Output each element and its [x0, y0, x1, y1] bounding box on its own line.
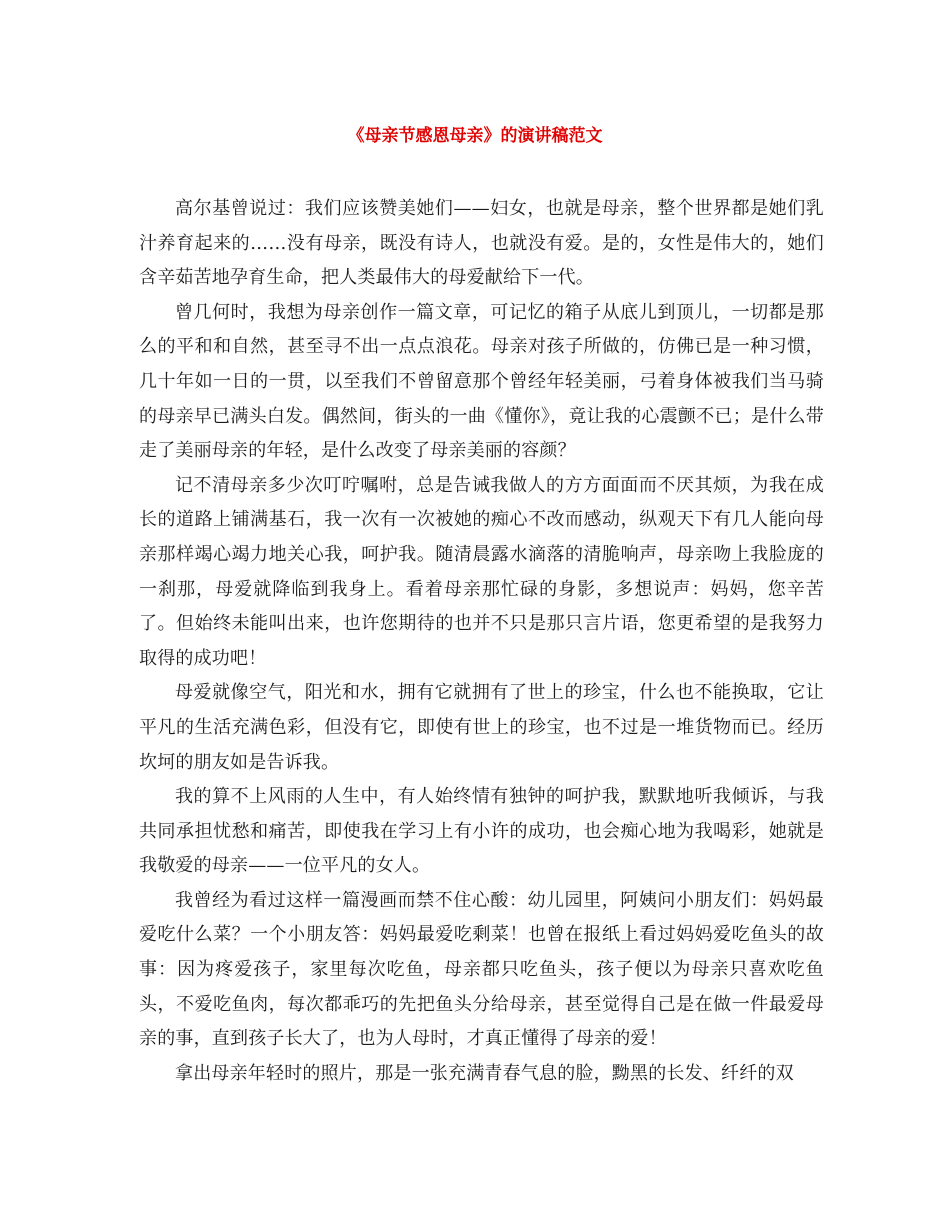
paragraph-7: 拿出母亲年轻时的照片，那是一张充满青春气息的脸，黝黑的长发、纤纤的双 [175, 1062, 794, 1084]
paragraph-4: 母爱就像空气，阳光和水，拥有它就拥有了世上的珍宝，什么也不能换取，它让平凡的生活充满色彩，但没有它，即使有世上的珍宝，也不过是一堆货物而已。经历坎坷的朋友如是告诉我。 [139, 682, 824, 773]
document-body [139, 192, 824, 1091]
paragraph-5: 我的算不上风雨的人生中，有人始终情有独钟的呵护我，默默地听我倾诉，与我共同承担忧愁和痛苦，即使我在学习上有小许的成功，也会痴心地为我喝彩，她就是我敬爱的母亲——一位平凡的女人。 [139, 786, 824, 877]
paragraph-1: 高尔基曾说过：我们应该赞美她们——妇女，也就是母亲，整个世界都是她们乳汁养育起来的……没有母亲，既没有诗人，也就没有爱。是的，女性是伟大的，她们含辛茹苦地孕育生命，把人类最伟大的母爱献给下一代。 [139, 198, 824, 289]
paragraph-6: 我曾经为看过这样一篇漫画而禁不住心酸：幼儿园里，阿姨问小朋友们：妈妈最爱吃什么菜？一个小朋友答：妈妈最爱吃剩菜！也曾在报纸上看过妈妈爱吃鱼头的故事：因为疼爱孩子，家里每次吃鱼，母亲都只吃鱼头，孩子便以为母亲只喜欢吃鱼头，不爱吃鱼肉，每次都乖巧的先把鱼头分给母亲，甚至觉得自己是在做一件最爱母亲的事，直到孩子长大了，也为人母时，才真正懂得了母亲的爱！ [139, 889, 824, 1050]
paragraph-3: 记不清母亲多少次叮咛嘱咐，总是告诫我做人的方方面面而不厌其烦，为我在成长的道路上铺满基石，我一次有一次被她的痴心不改而感动，纵观天下有几人能向母亲那样竭心竭力地关心我，呵护我。随清晨露水滴落的清脆响声，母亲吻上我脸庞的一刹那，母爱就降临到我身上。看着母亲那忙碌的身影，多想说声：妈妈，您辛苦了。但始终未能叫出来，也许您期待的也并不只是那只言片语，您更希望的是我努力取得的成功吧！ [139, 474, 824, 669]
document-title: 《母亲节感恩母亲》的演讲稿范文 [347, 126, 603, 146]
paragraph-2: 曾几何时，我想为母亲创作一篇文章，可记忆的箱子从底儿到顶儿，一切都是那么的平和和自然，甚至寻不出一点点浪花。母亲对孩子所做的，仿佛已是一种习惯，几十年如一日的一贯，以至我们不曾留意那个曾经年轻美丽，弓着身体被我们当马骑的母亲早已满头白发。偶然间，街头的一曲《懂你》，竟让我的心震颤不已；是什么带走了美丽母亲的年轻，是什么改变了母亲美丽的容颜？ [139, 301, 824, 462]
